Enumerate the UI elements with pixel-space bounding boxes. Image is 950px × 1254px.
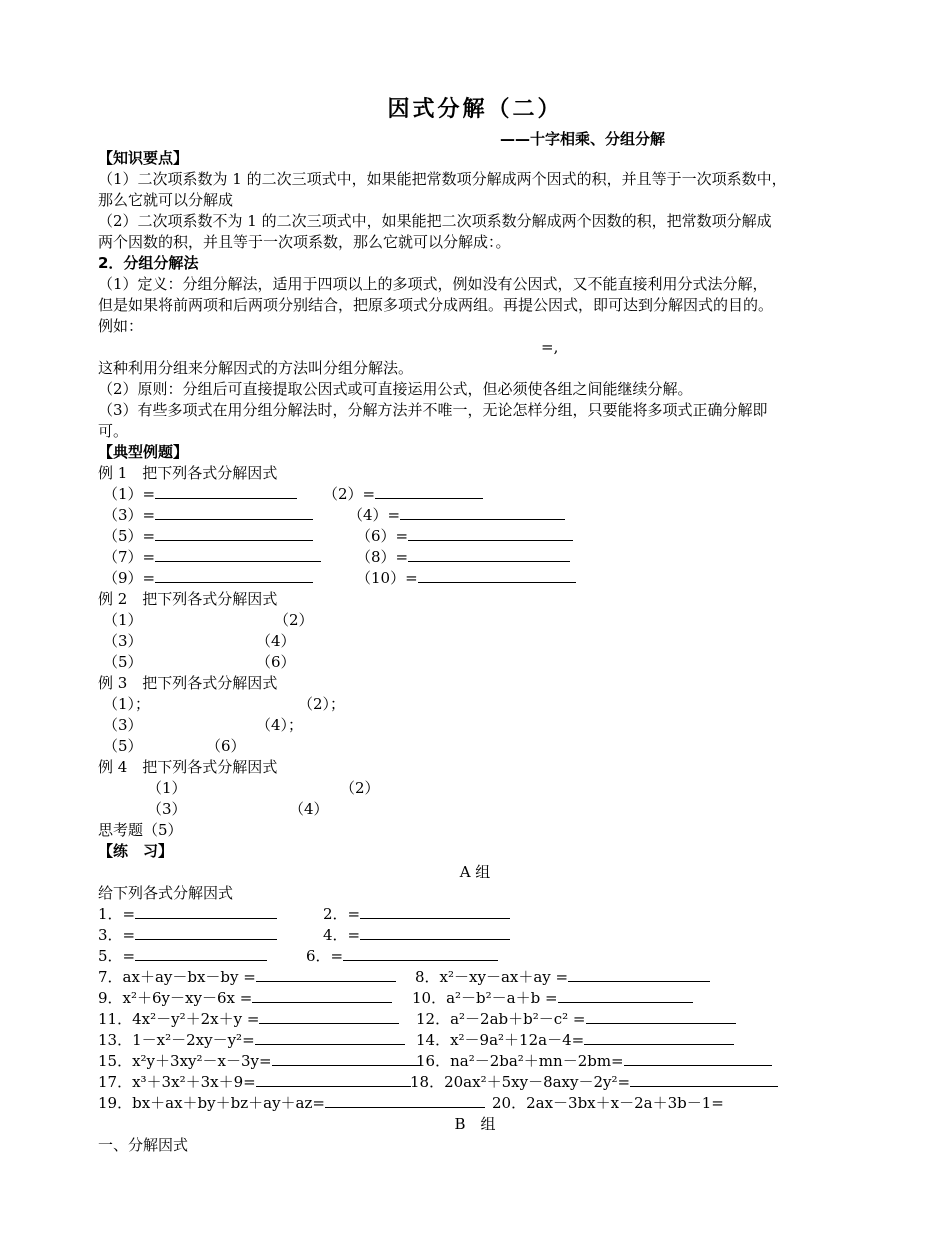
example-1-item: （5）=	[103, 526, 313, 547]
group-b-section-1: 一、分解因式	[98, 1136, 189, 1154]
practice-question: 6．=	[306, 946, 498, 967]
definition-line-4: 这种利用分组来分解因式的方法叫分组分解法。	[98, 359, 414, 377]
example-1-item: （8）=	[356, 547, 570, 568]
definition-example-label: 例如：	[98, 317, 144, 335]
example-1-item: （6）=	[356, 526, 573, 547]
example-1-item: （2）=	[323, 484, 483, 505]
principle-line: （2）原则：分组后可直接提取公因式或可直接运用公式，但必须使各组之间能继续分解。	[98, 380, 693, 398]
grouping-heading: 2．分组分解法	[98, 254, 199, 272]
practice-question: 2．=	[323, 904, 510, 925]
knowledge-p1b: 那么它就可以分解成	[98, 191, 234, 209]
note-line-b: 可。	[98, 422, 129, 440]
note-line-a: （3）有些多项式在用分组分解法时，分解方法并不唯一，无论怎样分组，只要能将多项式正确分解即	[98, 401, 768, 419]
page-subtitle: ——十字相乘、分组分解	[500, 130, 666, 148]
example-3-item: （3）	[103, 716, 143, 734]
examples-heading: 【典型例题】	[98, 443, 189, 461]
practice-question: 13．1－x²－2xy－y²=	[98, 1030, 405, 1051]
example-1-item: （4）=	[348, 505, 565, 526]
knowledge-p2a: （2）二次项系数不为 1 的二次三项式中，如果能把二次项系数分解成两个因数的积，把常数项分解成	[98, 212, 772, 230]
practice-intro: 给下列各式分解因式	[98, 884, 234, 902]
example-2-item: （5）	[103, 653, 143, 671]
example-3-item: （5）	[103, 737, 143, 755]
example-2-title: 例 2 把下列各式分解因式	[98, 590, 278, 608]
practice-question: 16．na²－2ba²＋mn－2bm=	[416, 1051, 772, 1072]
practice-question: 19．bx＋ax＋by＋bz＋ay＋az=	[98, 1093, 485, 1114]
practice-question: 7．ax＋ay－bx－by =	[98, 967, 396, 988]
page-title: 因式分解（二）	[387, 97, 563, 122]
practice-question: 4．=	[323, 925, 510, 946]
practice-question: 18．20ax²＋5xy－8axy－2y²=	[410, 1072, 778, 1093]
definition-line-2: 但是如果将前两项和后两项分别结合，把原多项式分成两组。再提公因式，即可达到分解因式的目的。	[98, 296, 774, 314]
example-2-item: （2）	[274, 611, 314, 629]
example-1-item: （9）=	[103, 568, 313, 589]
example-3-item: （1）；	[103, 695, 151, 713]
practice-question: 11．4x²－y²＋2x＋y =	[98, 1009, 399, 1030]
knowledge-heading: 【知识要点】	[98, 149, 189, 167]
example-1-item: （7）=	[103, 547, 321, 568]
example-4-item: （2）	[340, 779, 380, 797]
definition-line-1: （1）定义：分组分解法，适用于四项以上的多项式，例如没有公因式，又不能直接利用分式法分解，	[98, 275, 768, 293]
example-4-item: （4）	[289, 800, 329, 818]
practice-question: 20．2ax－3bx＋x－2a＋3b－1=	[492, 1094, 724, 1112]
group-a-heading: A 组	[459, 863, 491, 881]
practice-question: 5．=	[98, 946, 267, 967]
practice-question: 3．=	[98, 925, 277, 946]
example-1-item: （3）=	[103, 505, 313, 526]
knowledge-p1a: （1）二次项系数为 1 的二次三项式中，如果能把常数项分解成两个因式的积，并且等于一次项系数中，	[98, 170, 787, 188]
example-3-item: （4）；	[256, 716, 304, 734]
example-1-title: 例 1 把下列各式分解因式	[98, 464, 278, 482]
practice-heading: 【练 习】	[98, 842, 174, 860]
example-2-item: （1）	[103, 611, 143, 629]
practice-question: 9．x²＋6y－xy－6x =	[98, 988, 392, 1009]
example-4-title: 例 4 把下列各式分解因式	[98, 758, 278, 776]
example-4-item: （3）	[147, 800, 187, 818]
example-3-item: （2）；	[298, 695, 346, 713]
practice-question: 10．a²－b²－a＋b =	[412, 988, 693, 1009]
example-2-item: （3）	[103, 632, 143, 650]
practice-question: 15．x²y＋3xy²－x－3y=	[98, 1051, 420, 1072]
example-3-item: （6）	[206, 737, 246, 755]
example-1-item: （10）=	[356, 568, 576, 589]
practice-question: 17．x³＋3x²＋3x＋9=	[98, 1072, 411, 1093]
example-2-item: （6）	[256, 653, 296, 671]
practice-question: 12．a²－2ab＋b²－c² =	[416, 1009, 736, 1030]
think-question: 思考题（5）	[98, 821, 183, 839]
example-equation: =,	[541, 338, 559, 356]
example-4-item: （1）	[147, 779, 187, 797]
practice-question: 1．=	[98, 904, 277, 925]
practice-question: 14．x²－9a²＋12a－4=	[416, 1030, 734, 1051]
example-2-item: （4）	[256, 632, 296, 650]
example-3-title: 例 3 把下列各式分解因式	[98, 674, 278, 692]
knowledge-p2b: 两个因数的积，并且等于一次项系数，那么它就可以分解成：。	[98, 233, 511, 251]
group-b-heading: B 组	[454, 1115, 496, 1133]
example-1-item: （1）=	[103, 484, 297, 505]
practice-question: 8．x²－xy－ax＋ay =	[415, 967, 710, 988]
